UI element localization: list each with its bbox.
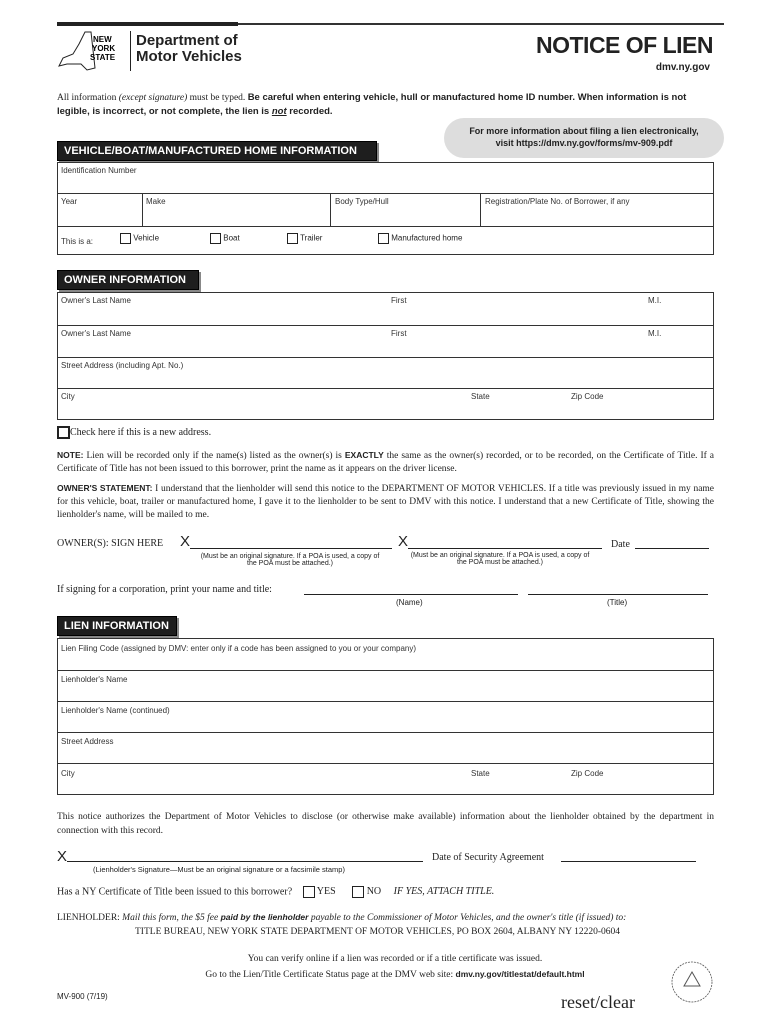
id-number-field[interactable] bbox=[58, 163, 713, 194]
intro-part: must be typed. bbox=[187, 93, 248, 103]
date-label: Date bbox=[611, 539, 630, 550]
owner1-signature-line[interactable] bbox=[190, 535, 392, 549]
note-link[interactable]: visit https://dmv.ny.gov/forms/mv-909.pdf bbox=[495, 138, 673, 148]
yes-checkbox[interactable] bbox=[303, 886, 336, 897]
id-label: Identification Number bbox=[61, 166, 137, 175]
page-title: NOTICE OF LIEN bbox=[536, 32, 713, 58]
lienholder-name-cont-field[interactable] bbox=[58, 702, 713, 733]
owner-info-box bbox=[57, 292, 714, 420]
svg-text:NEW: NEW bbox=[93, 35, 112, 44]
mail-label: LIENHOLDER: bbox=[57, 913, 123, 923]
make-field[interactable]: Make bbox=[146, 197, 166, 206]
lienholder-name-cont-label: Lienholder's Name (continued) bbox=[61, 706, 170, 715]
lienholder-signature-note: (Lienholder's Signature—Must be an original signature or a facsimile stamp) bbox=[93, 865, 345, 874]
website: dmv.ny.gov bbox=[655, 62, 710, 73]
vehicle-details-row bbox=[58, 194, 713, 227]
owner1-last-label: Owner's Last Name bbox=[61, 296, 131, 305]
corporation-label: If signing for a corporation, print your name and title: bbox=[57, 584, 272, 595]
intro-text bbox=[57, 91, 714, 119]
note-part: the same as the owner(s) recorded, or to be recorded, on the Certificate of Title. If a Certificate of Title has not been issued to this borrower, print the name as it appears on the driver license. bbox=[57, 451, 714, 474]
owner-city-field[interactable]: City bbox=[61, 392, 75, 401]
type-manufactured-home-label: Manufactured home bbox=[391, 233, 463, 243]
lien-state-field[interactable]: State bbox=[471, 769, 490, 778]
mail-italic: payable to the Commissioner of Motor Vehicles, and the owner's title (if issued) to: bbox=[308, 913, 627, 923]
owner-street-field[interactable] bbox=[58, 358, 713, 389]
agency-line-1: Department of bbox=[136, 32, 238, 49]
type-label: This is a: bbox=[61, 237, 94, 246]
owner2-row[interactable] bbox=[58, 326, 713, 358]
owner2-last-label: Owner's Last Name bbox=[61, 329, 131, 338]
corporation-title-field[interactable] bbox=[528, 581, 708, 595]
mail-italic: Mail this form, the $5 fee bbox=[122, 913, 221, 923]
lien-code-label: Lien Filing Code (assigned by DMV: enter only if a code has been assigned to you or your company) bbox=[61, 644, 417, 653]
signature-x-mark: X bbox=[180, 533, 191, 550]
year-field[interactable]: Year bbox=[61, 197, 78, 206]
owner-section-heading: OWNER INFORMATION bbox=[57, 270, 199, 290]
signature-note-2: (Must be an original signature. If a POA is used, a copy of the POA must be attached.) bbox=[410, 552, 590, 566]
owner1-mi-label: M.I. bbox=[648, 296, 662, 305]
mail-instructions bbox=[57, 912, 626, 923]
mail-address: TITLE BUREAU, NEW YORK STATE DEPARTMENT OF MOTOR VEHICLES, PO BOX 2604, ALBANY NY 12220-0604 bbox=[135, 927, 621, 937]
owner1-first-label: First bbox=[391, 296, 407, 305]
title-caption: (Title) bbox=[607, 598, 628, 607]
no-label: NO bbox=[366, 886, 382, 898]
verify-line-1: You can verify online if a lien was recorded or if a title certificate was issued. bbox=[247, 954, 543, 964]
lienholder-name-field[interactable] bbox=[58, 671, 713, 702]
new-address-checkbox[interactable] bbox=[57, 426, 211, 439]
note-part: Lien will be recorded only if the name(s) listed as the owner(s) is bbox=[83, 451, 345, 461]
type-boat-checkbox[interactable] bbox=[210, 233, 240, 244]
top-rule-thick bbox=[57, 22, 238, 26]
svg-text:STATE: STATE bbox=[90, 53, 116, 62]
title-question bbox=[57, 886, 494, 898]
intro-italic: (except signature) bbox=[118, 93, 188, 103]
type-vehicle-checkbox[interactable] bbox=[120, 233, 159, 244]
type-manufactured-home-checkbox[interactable] bbox=[378, 233, 462, 244]
signature-x-mark: X bbox=[398, 533, 409, 550]
lien-street-field[interactable] bbox=[58, 733, 713, 764]
owner-date-field[interactable] bbox=[635, 535, 709, 549]
lien-street-label: Street Address bbox=[61, 737, 114, 746]
intro-not: not bbox=[271, 106, 287, 117]
owner-zip-field[interactable]: Zip Code bbox=[571, 392, 604, 401]
agency-name bbox=[136, 33, 242, 65]
type-boat-label: Boat bbox=[223, 233, 240, 243]
security-agreement-date-label: Date of Security Agreement bbox=[432, 852, 544, 863]
verify-text bbox=[100, 952, 690, 983]
no-checkbox[interactable] bbox=[352, 886, 381, 897]
lien-code-field[interactable] bbox=[58, 639, 713, 671]
type-trailer-checkbox[interactable] bbox=[287, 233, 322, 244]
title-question-text: Has a NY Certificate of Title been issued to this borrower? bbox=[57, 886, 293, 898]
signature-note-1: (Must be an original signature. If a POA is used, a copy of the POA must be attached.) bbox=[200, 553, 380, 567]
attach-title-note: IF YES, ATTACH TITLE. bbox=[393, 886, 495, 898]
name-caption: (Name) bbox=[396, 598, 423, 607]
new-address-label: Check here if this is a new address. bbox=[70, 426, 212, 438]
owner2-first-label: First bbox=[391, 329, 407, 338]
verify-link[interactable]: dmv.ny.gov/titlestat/default.html bbox=[455, 969, 585, 979]
registration-field[interactable]: Registration/Plate No. of Borrower, if any bbox=[485, 197, 630, 206]
vehicle-info-box bbox=[57, 162, 714, 255]
lien-zip-field[interactable]: Zip Code bbox=[571, 769, 604, 778]
lienholder-name-label: Lienholder's Name bbox=[61, 675, 128, 684]
security-agreement-date-field[interactable] bbox=[561, 848, 696, 862]
statement-text: I understand that the lienholder will send this notice to the DEPARTMENT OF MOTOR VEHICLES. If a title was previously issued in my name for this vehicle, boat, trailer or manufactured home, I gave it to the lienholder to be sent to DMV with this notice. I understand that a new Certificate of Title, showing the lienholder's name, will be mailed to me. bbox=[57, 484, 715, 520]
lien-info-box bbox=[57, 638, 714, 795]
note-label: NOTE: bbox=[57, 450, 84, 460]
yes-label: YES bbox=[316, 886, 336, 898]
verify-line-2: Go to the Lien/Title Certificate Status page at the DMV web site: bbox=[205, 970, 456, 980]
intro-bold: Be careful when entering vehicle, hull or manufactured home ID number. When information is not legible, is incorrect, or not complete, the lien is bbox=[57, 92, 687, 117]
mail-bold: paid by the lienholder bbox=[220, 912, 309, 922]
type-trailer-label: Trailer bbox=[300, 233, 323, 243]
note-exactly: EXACTLY bbox=[344, 450, 384, 460]
electronic-filing-note bbox=[444, 118, 724, 158]
owner1-row[interactable] bbox=[58, 293, 713, 326]
authorization-text: This notice authorizes the Department of Motor Vehicles to disclose (or otherwise make available) information about the lienholder obtained by the department in connection with this record. bbox=[57, 812, 714, 836]
agency-line-2: Motor Vehicles bbox=[136, 48, 242, 65]
owner2-mi-label: M.I. bbox=[648, 329, 662, 338]
intro-part: All information bbox=[57, 93, 119, 103]
lienholder-x-mark: X bbox=[57, 848, 68, 865]
body-type-field[interactable]: Body Type/Hull bbox=[335, 197, 389, 206]
owner-statement bbox=[57, 482, 714, 522]
form-id: MV-900 (7/19) bbox=[57, 992, 108, 1001]
vehicle-section-heading: VEHICLE/BOAT/MANUFACTURED HOME INFORMATION bbox=[57, 141, 377, 161]
note-text bbox=[57, 449, 714, 476]
owner2-signature-line[interactable] bbox=[408, 535, 602, 549]
intro-bold: recorded. bbox=[286, 106, 333, 117]
recycle-seal-icon bbox=[670, 960, 714, 1004]
lien-city-field[interactable]: City bbox=[61, 769, 75, 778]
svg-text:YORK: YORK bbox=[92, 44, 116, 53]
corporation-name-field[interactable] bbox=[304, 581, 518, 595]
street-label: Street Address (including Apt. No.) bbox=[61, 361, 184, 370]
type-vehicle-label: Vehicle bbox=[133, 233, 160, 243]
logo-divider bbox=[130, 31, 131, 71]
note-line: For more information about filing a lien electronically, bbox=[469, 126, 699, 136]
reset-clear-button[interactable]: reset/clear bbox=[561, 992, 635, 1012]
ny-state-logo bbox=[57, 30, 127, 72]
lien-section-heading: LIEN INFORMATION bbox=[57, 616, 177, 636]
lienholder-signature-line[interactable] bbox=[67, 848, 423, 862]
sign-here-label: OWNER(S): SIGN HERE bbox=[57, 538, 164, 549]
statement-label: OWNER'S STATEMENT: bbox=[57, 483, 153, 493]
owner-state-field[interactable]: State bbox=[471, 392, 490, 401]
